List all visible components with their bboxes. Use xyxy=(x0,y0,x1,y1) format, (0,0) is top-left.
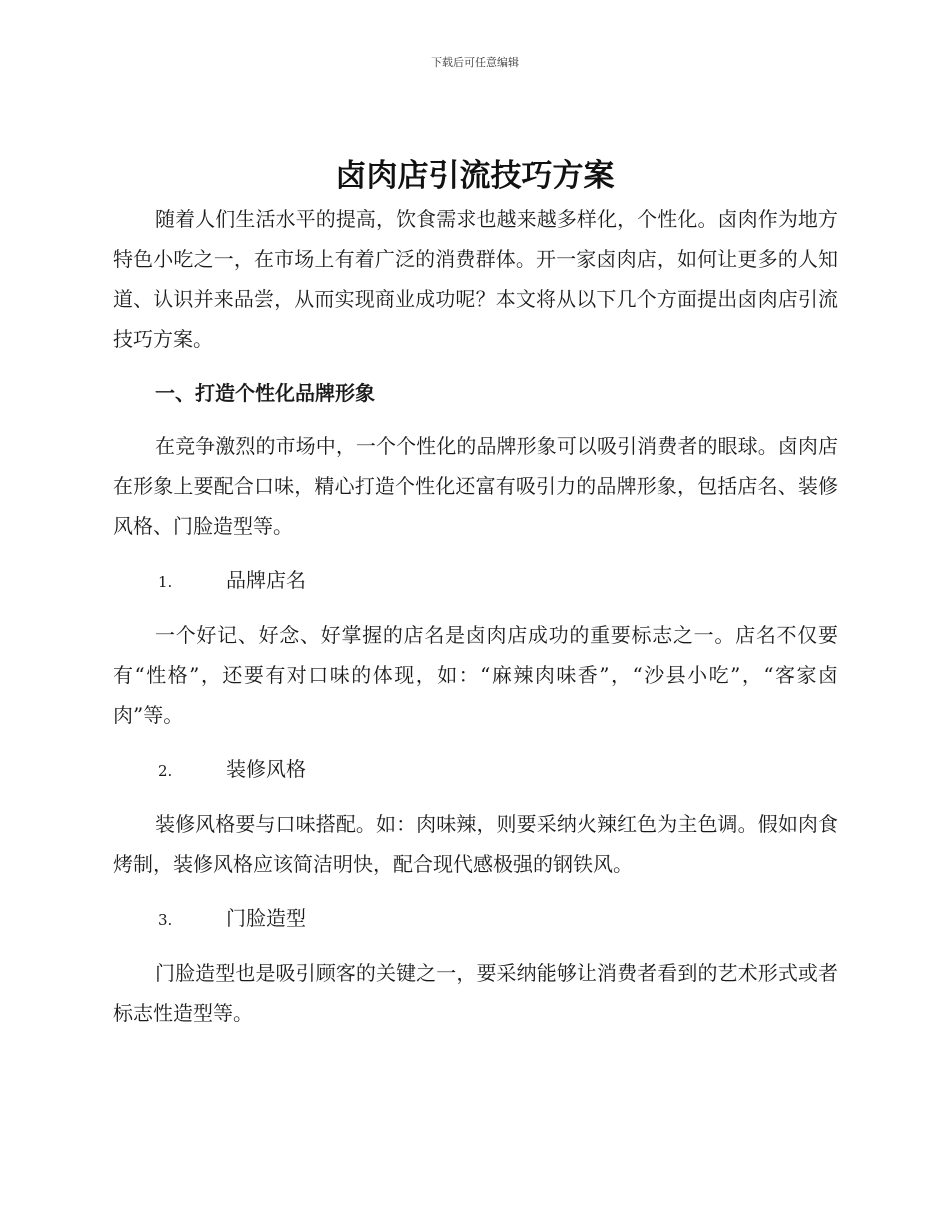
list-item-3-number: 3. xyxy=(158,911,173,929)
document-body xyxy=(113,199,838,1047)
list-item-2 xyxy=(113,749,838,791)
list-item-3-paragraph: 门脸造型也是吸引顾客的关键之一，要采纳能够让消费者看到的艺术形式或者标志性造型等。 xyxy=(113,961,838,1025)
section-1-paragraph: 在竞争激烈的市场中，一个个性化的品牌形象可以吸引消费者的眼球。卤肉店在形象上要配合口味，精心打造个性化还富有吸引力的品牌形象，包括店名、装修风格、门脸造型等。 xyxy=(113,434,838,538)
document-title: 卤肉店引流技巧方案 xyxy=(335,158,615,194)
list-item-1 xyxy=(113,560,838,602)
list-item-1-label: 品牌店名 xyxy=(226,568,306,592)
list-item-3-label: 门脸造型 xyxy=(226,906,306,930)
list-item-2-number: 2. xyxy=(158,762,173,780)
list-item-3 xyxy=(113,898,838,940)
list-item-1-number: 1. xyxy=(158,573,173,591)
section-1-heading: 一、打造个性化品牌形象 xyxy=(155,381,375,405)
list-item-2-paragraph: 装修风格要与口味搭配。如：肉味辣，则要采纳火辣红色为主色调。假如肉食烤制，装修风格应该简洁明快，配合现代感极强的钢铁风。 xyxy=(113,812,838,876)
list-item-1-paragraph: 一个好记、好念、好掌握的店名是卤肉店成功的重要标志之一。店名不仅要有“性格”，还要有对口味的体现，如：“麻辣肉味香”，“沙县小吃”，“客家卤肉”等。 xyxy=(113,623,838,727)
intro-paragraph: 随着人们生活水平的提高，饮食需求也越来越多样化，个性化。卤肉作为地方特色小吃之一，在市场上有着广泛的消费群体。开一家卤肉店，如何让更多的人知道、认识并来品尝，从而实现商业成功呢？本文将从以下几个方面提出卤肉店引流技巧方案。 xyxy=(113,207,838,351)
header-note: 下载后可任意编辑 xyxy=(431,56,519,69)
list-item-2-label: 装修风格 xyxy=(226,757,306,781)
